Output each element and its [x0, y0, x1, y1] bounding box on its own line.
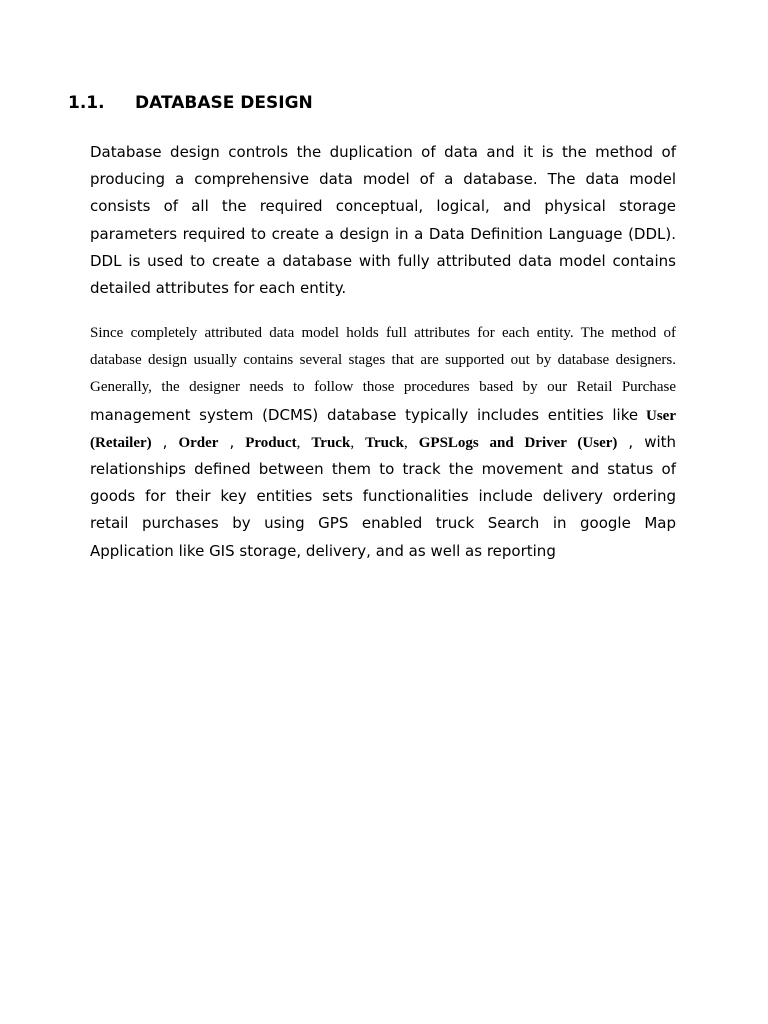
entities-intro-text: management system (DCMS) database typically includes entities like	[90, 405, 639, 424]
paragraph-line: Application like GIS storage, delivery, and as well as reporting	[90, 541, 556, 560]
entity-retailer: (Retailer)	[90, 434, 152, 451]
paragraph-dcms-entities	[90, 320, 676, 565]
section-number: 1.1.	[68, 93, 105, 113]
paragraph-line	[90, 402, 676, 429]
paragraph-line: consists of all the required conceptual, logical, and physical storage	[90, 197, 676, 216]
entity-gpslogs-driver: GPSLogs and Driver (User)	[418, 434, 618, 451]
paragraph-line: DDL is used to create a database with fully attributed data model contains	[90, 251, 676, 270]
paragraph-line: retail purchases by using GPS enabled truck Search in google Map	[90, 514, 676, 533]
section-heading	[68, 92, 313, 114]
paragraph-line: Since completely attributed data model holds full attributes for each entity. The method of	[90, 325, 676, 341]
separator: ,	[628, 432, 634, 451]
section-title: DATABASE DESIGN	[135, 93, 313, 113]
paragraph-line: database design usually contains several stages that are supported out by database designers.	[90, 352, 676, 369]
entity-product: Product	[245, 434, 297, 451]
paragraph-line	[90, 429, 676, 456]
paragraph-line: goods for their key entities sets functionalities include delivery ordering	[90, 487, 676, 506]
paragraph-line: Database design controls the duplication of data and it is the method of	[90, 143, 676, 161]
entity-user: User	[646, 407, 677, 424]
entity-order: Order	[178, 434, 219, 451]
paragraph-line: parameters required to create a design in a Data Definition Language (DDL).	[90, 224, 676, 243]
paragraph-line: relationships defined between them to track the movement and status of	[90, 459, 676, 478]
separator: ,	[229, 432, 235, 451]
paragraph-line: Generally, the designer needs to follow those procedures based by our Retail Purchase	[90, 379, 676, 396]
entity-truck: Truck	[365, 434, 404, 451]
entity-truck: Truck	[311, 434, 351, 451]
paragraph-line: producing a comprehensive data model of a database. The data model	[90, 170, 676, 189]
separator: ,	[296, 434, 301, 451]
paragraph-database-design-intro	[90, 139, 676, 302]
with-text: with	[644, 432, 677, 451]
separator: ,	[403, 434, 408, 451]
paragraph-line: detailed attributes for each entity.	[90, 278, 347, 297]
separator: ,	[350, 434, 355, 451]
separator: ,	[162, 432, 168, 451]
